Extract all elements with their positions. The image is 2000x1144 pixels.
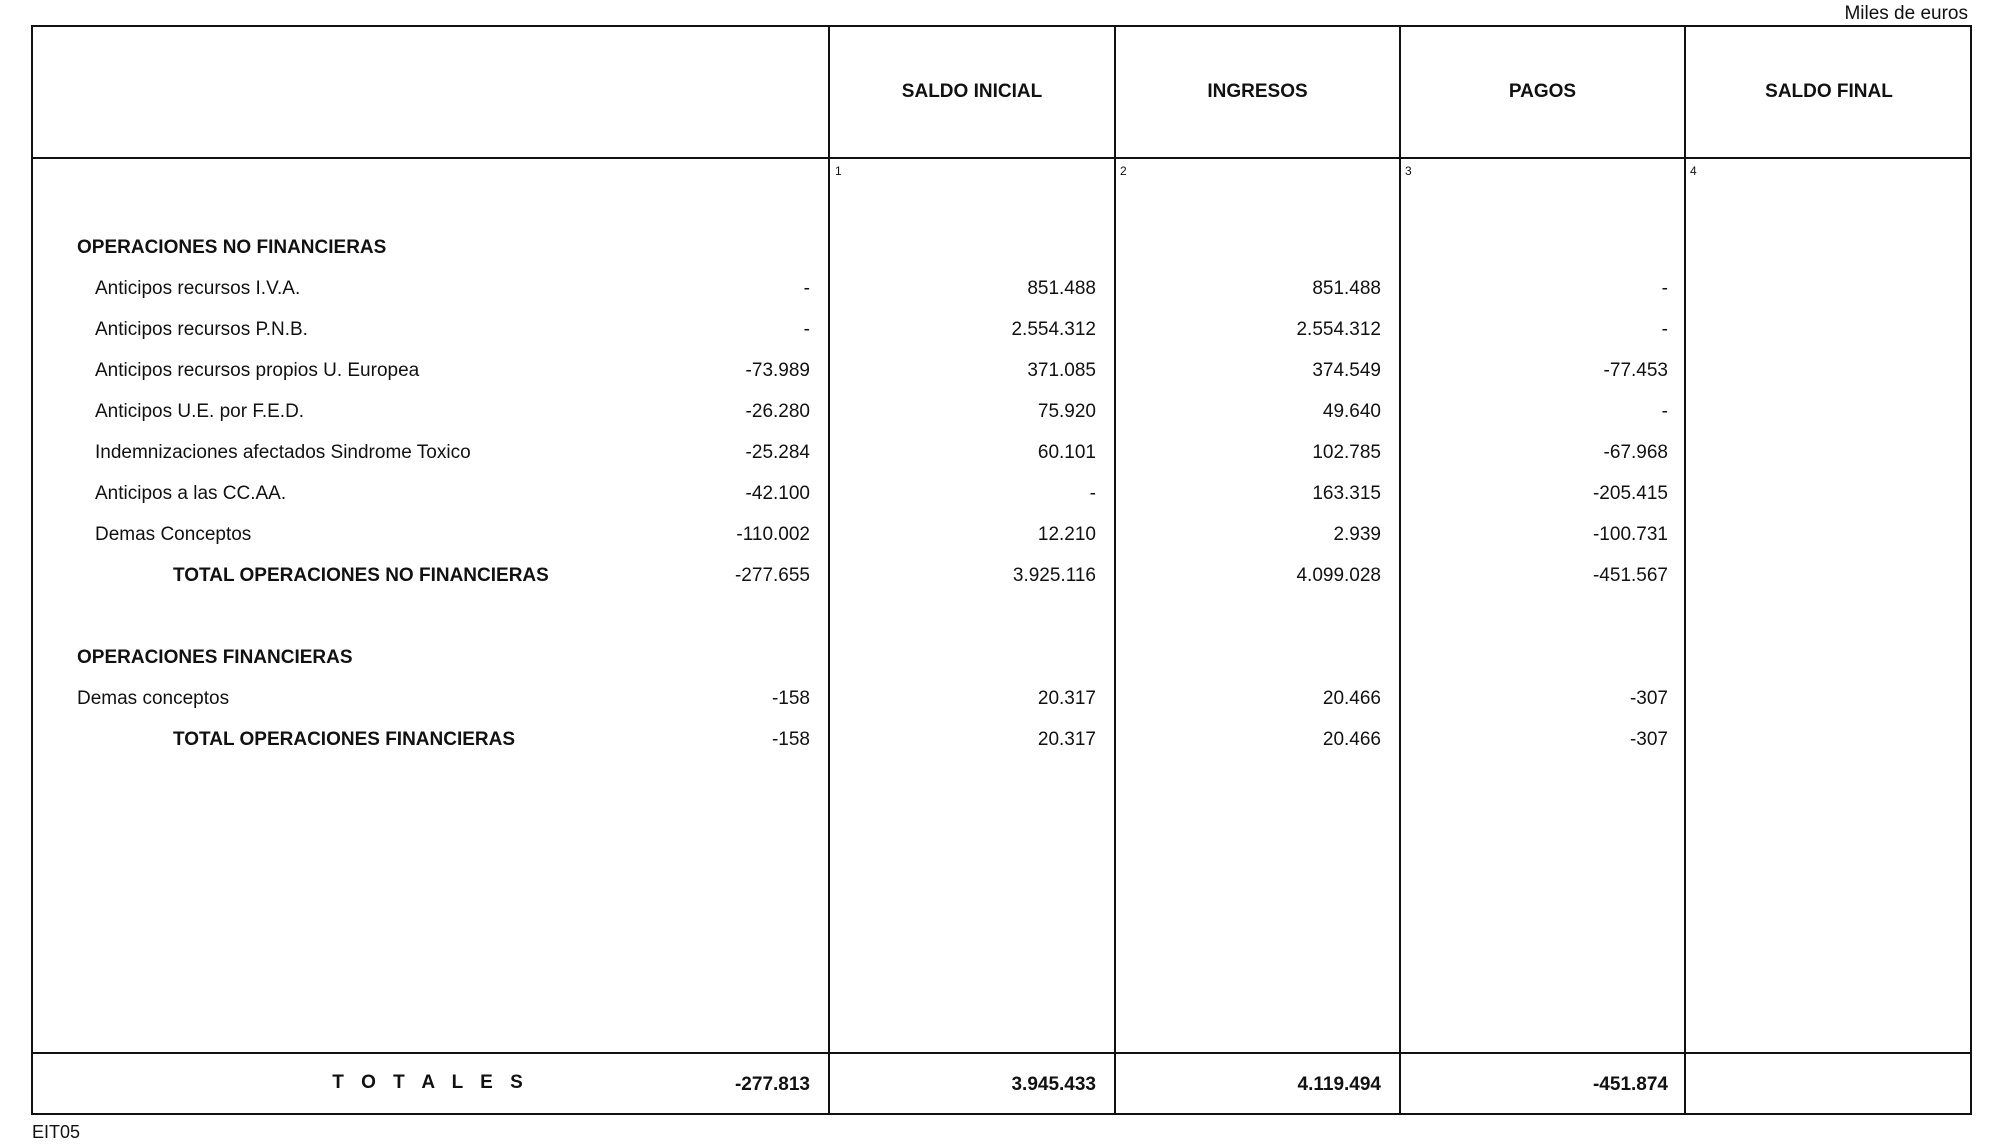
cell-saldo-final: -100.731 bbox=[1592, 524, 1668, 545]
header-ingresos: INGRESOS bbox=[1207, 81, 1308, 102]
row-label: Anticipos a las CC.AA. bbox=[95, 483, 287, 504]
cell-saldo-final: -307 bbox=[1629, 729, 1668, 750]
row-label: Anticipos recursos P.N.B. bbox=[95, 319, 308, 340]
table-row bbox=[33, 688, 1970, 728]
row-label: Anticipos U.E. por F.E.D. bbox=[95, 401, 305, 422]
totals-divider bbox=[33, 1052, 1970, 1054]
column-number: 3 bbox=[1405, 164, 1412, 178]
section-title: OPERACIONES FINANCIERAS bbox=[77, 647, 353, 668]
header-pagos: PAGOS bbox=[1508, 81, 1577, 102]
cell-ingresos: 371.085 bbox=[1027, 360, 1096, 381]
unit-label: Miles de euros bbox=[1844, 3, 1968, 24]
column-number: 1 bbox=[835, 164, 842, 178]
financial-table bbox=[31, 25, 1972, 1115]
cell-pagos: 20.466 bbox=[1322, 688, 1381, 709]
cell-saldo-final: -451.567 bbox=[1592, 565, 1668, 586]
cell-saldo-final: -77.453 bbox=[1603, 360, 1668, 381]
cell-ingresos: 851.488 bbox=[1027, 278, 1096, 299]
cell-ingresos: 20.317 bbox=[1037, 688, 1096, 709]
cell-ingresos: 60.101 bbox=[1037, 442, 1096, 463]
cell-ingresos: 3.925.116 bbox=[1012, 565, 1096, 586]
cell-saldo-final: -205.415 bbox=[1592, 483, 1668, 504]
cell-ingresos: 12.210 bbox=[1037, 524, 1096, 545]
row-label: Anticipos recursos I.V.A. bbox=[95, 278, 301, 299]
cell-pagos: 851.488 bbox=[1312, 278, 1381, 299]
row-label: Indemnizaciones afectados Sindrome Toxico bbox=[95, 442, 471, 463]
cell-saldo-final: - bbox=[1661, 319, 1668, 340]
subtotal-row bbox=[33, 729, 1970, 769]
totales-label: T O T A L E S bbox=[332, 1072, 529, 1093]
table-row bbox=[33, 442, 1970, 482]
cell-saldo-final: - bbox=[1661, 278, 1668, 299]
row-label: Anticipos recursos propios U. Europea bbox=[95, 360, 420, 381]
cell-pagos: 102.785 bbox=[1312, 442, 1381, 463]
cell-saldo-inicial: -110.002 bbox=[736, 524, 810, 545]
cell-pagos: 20.466 bbox=[1322, 729, 1381, 750]
cell-saldo-final: - bbox=[1661, 401, 1668, 422]
section-title: OPERACIONES NO FINANCIERAS bbox=[77, 237, 387, 258]
cell-saldo-inicial: -25.284 bbox=[745, 442, 810, 463]
cell-pagos: 163.315 bbox=[1312, 483, 1381, 504]
table-row bbox=[33, 360, 1970, 400]
section-title-row bbox=[33, 237, 1970, 277]
cell-pagos: 4.099.028 bbox=[1296, 565, 1381, 586]
cell-pagos: 2.554.312 bbox=[1296, 319, 1381, 340]
total-saldo-final: -451.874 bbox=[1592, 1074, 1668, 1095]
cell-pagos: 374.549 bbox=[1312, 360, 1381, 381]
cell-ingresos: 2.554.312 bbox=[1011, 319, 1096, 340]
table-row bbox=[33, 319, 1970, 359]
cell-saldo-inicial: -158 bbox=[771, 688, 810, 709]
table-row bbox=[33, 401, 1970, 441]
header-saldo-inicial: SALDO INICIAL bbox=[901, 81, 1043, 102]
subtotal-label: TOTAL OPERACIONES FINANCIERAS bbox=[173, 729, 516, 750]
cell-saldo-inicial: -73.989 bbox=[745, 360, 810, 381]
cell-ingresos: 20.317 bbox=[1037, 729, 1096, 750]
cell-saldo-inicial: - bbox=[803, 319, 810, 340]
cell-saldo-inicial: -277.655 bbox=[734, 565, 810, 586]
row-label: Demas Conceptos bbox=[95, 524, 252, 545]
cell-saldo-final: -67.968 bbox=[1603, 442, 1668, 463]
subtotal-row bbox=[33, 565, 1970, 605]
cell-saldo-inicial: - bbox=[803, 278, 810, 299]
cell-saldo-inicial: -42.100 bbox=[745, 483, 810, 504]
cell-saldo-inicial: -158 bbox=[771, 729, 810, 750]
cell-ingresos: - bbox=[1089, 483, 1096, 504]
table-row bbox=[33, 483, 1970, 523]
row-label: Demas conceptos bbox=[77, 688, 230, 709]
total-saldo-inicial: -277.813 bbox=[734, 1074, 810, 1095]
cell-pagos: 2.939 bbox=[1333, 524, 1381, 545]
footer-code: EIT05 bbox=[32, 1122, 81, 1142]
cell-saldo-final: -307 bbox=[1629, 688, 1668, 709]
table-row bbox=[33, 524, 1970, 564]
column-number: 2 bbox=[1120, 164, 1127, 178]
header-saldo-final: SALDO FINAL bbox=[1765, 81, 1893, 102]
column-number: 4 bbox=[1690, 164, 1697, 178]
table-row bbox=[33, 278, 1970, 318]
header-divider bbox=[33, 157, 1970, 159]
total-pagos: 4.119.494 bbox=[1297, 1074, 1381, 1095]
section-title-row bbox=[33, 647, 1970, 687]
subtotal-label: TOTAL OPERACIONES NO FINANCIERAS bbox=[173, 565, 549, 586]
cell-ingresos: 75.920 bbox=[1037, 401, 1096, 422]
cell-saldo-inicial: -26.280 bbox=[745, 401, 810, 422]
total-ingresos: 3.945.433 bbox=[1011, 1074, 1096, 1095]
cell-pagos: 49.640 bbox=[1322, 401, 1381, 422]
